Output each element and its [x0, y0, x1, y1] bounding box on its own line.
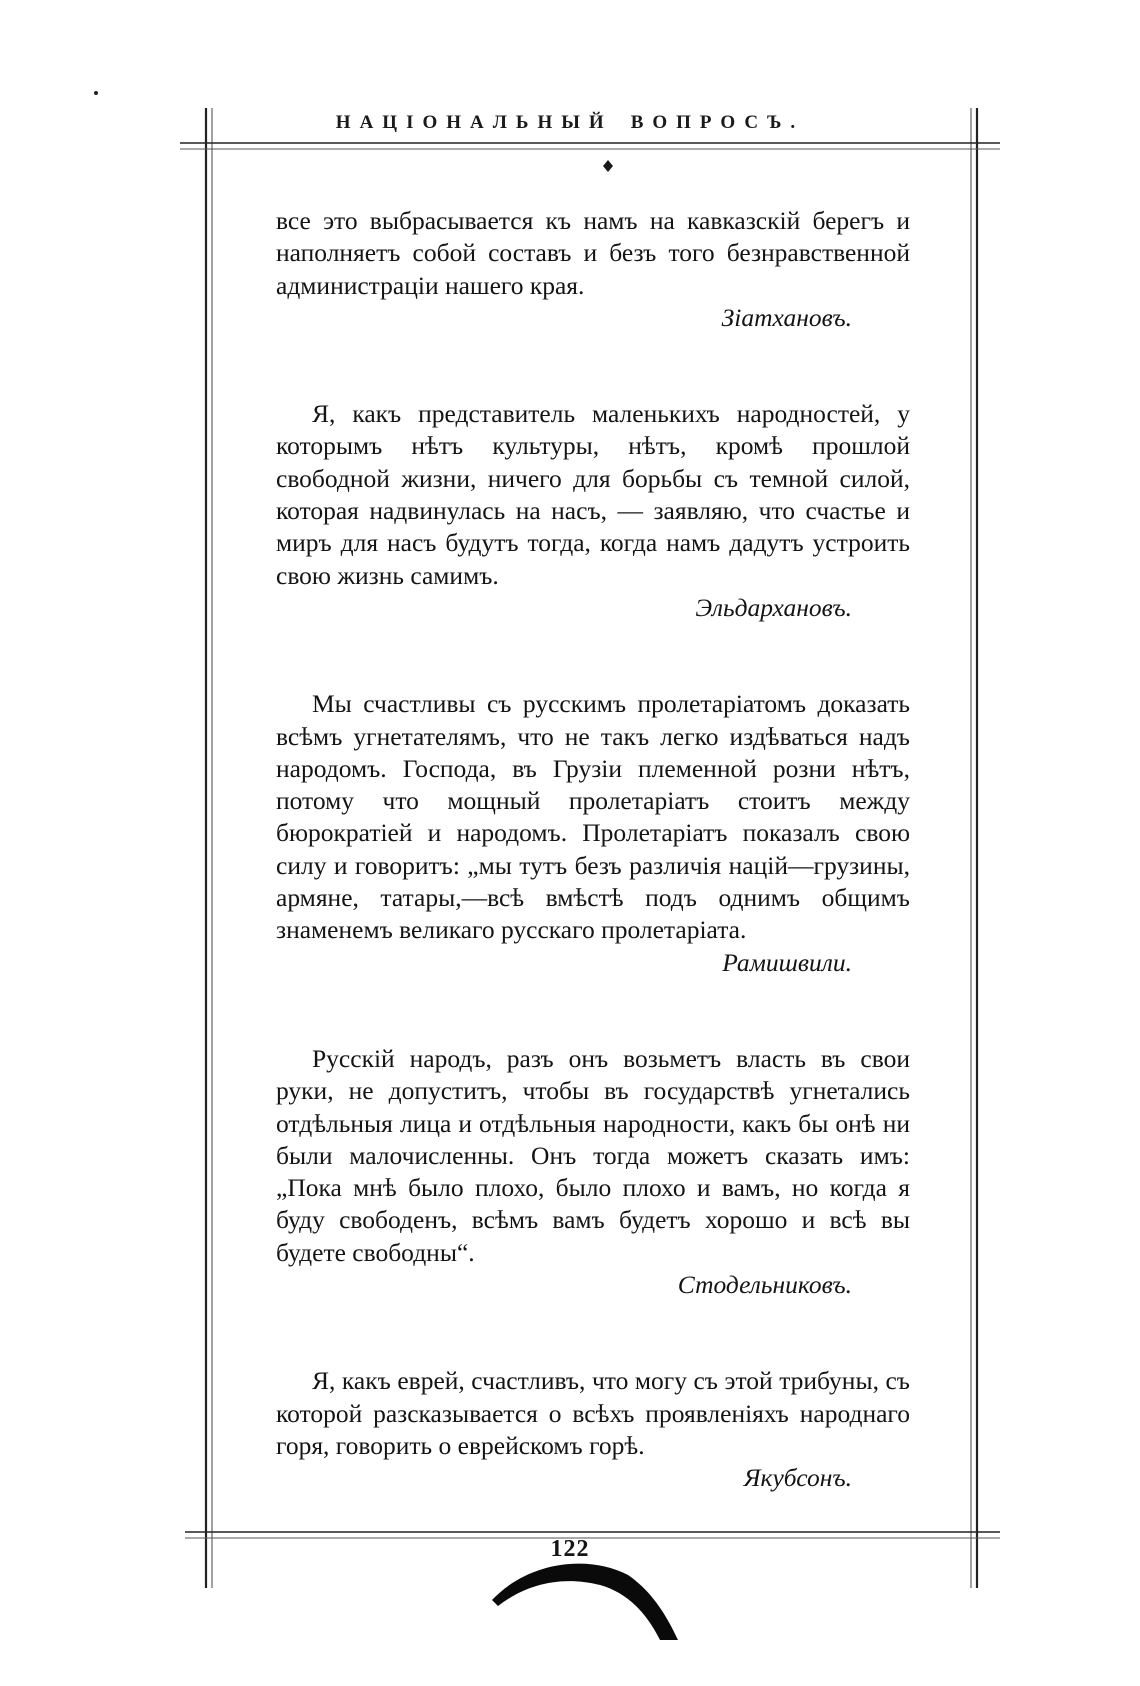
- signature-4: Стодельниковъ.: [677, 1270, 852, 1300]
- paragraph-1: все это выбрасывается къ намъ на кавказскiй берегъ и наполняетъ собой составъ и безъ того безнравственной администрацiи нашего края.: [276, 206, 910, 300]
- signature-2: Эльдархановъ.: [695, 592, 852, 622]
- page-body: [276, 205, 910, 1495]
- paragraph-3: Мы счастливы съ русскимъ пролетарiатомъ доказать всѣмъ угнетателямъ, что не такъ легко издѣваться надъ народомъ. Господа, въ Грузiи племенной розни нѣтъ, потому что мощный пролетарiатъ стоитъ между бюрократiей и народомъ. Пролетарiатъ показалъ свою силу и говоритъ: „мы тутъ безъ различiя нацiй—грузины, армяне, татары,—всѣ вмѣстѣ подъ однимъ общимъ знаменемъ великаго русскаго пролетарiата.: [276, 689, 910, 945]
- header-word-1: НАЦIОНАЛЬНЫЙ: [335, 112, 613, 133]
- stray-mark: [94, 91, 98, 95]
- running-header: [0, 112, 1140, 134]
- paragraph-5: Я, какъ еврей, счастливъ, что могу съ этой трибуны, съ которой разсказывается о всѣхъ проявленiяхъ народнаго горя, говорить о еврейскомъ горѣ.: [276, 1366, 910, 1460]
- header-word-2: ВОПРОСЪ.: [630, 112, 805, 133]
- header-ornament: [603, 160, 613, 172]
- signature-1: Зiатхановъ.: [721, 302, 852, 332]
- paragraph-2: Я, какъ представитель маленькихъ народностей, у которымъ нѣтъ культуры, нѣтъ, кромѣ прошлой свободной жизни, ничего для борьбы съ темной силой, которая надвинулась на насъ, — заявляю, что счастье и миръ для насъ будутъ тогда, когда намъ дадутъ устроить свою жизнь самимъ.: [276, 399, 910, 590]
- page-number: 122: [550, 1536, 590, 1562]
- signature-5: Якубсонъ.: [743, 1463, 852, 1493]
- ink-smudge: [492, 1564, 678, 1640]
- paragraph-4: Русскiй народъ, разъ онъ возьметъ власть въ свои руки, не допуститъ, чтобы въ государствѣ угнетались отдѣльныя лица и отдѣльныя народности, какъ бы онѣ ни были малочисленны. Онъ тогда можетъ сказать имъ: „Пока мнѣ было плохо, было плохо и вамъ, но когда я буду свободенъ, всѣмъ вамъ будетъ хорошо и всѣ вы будете свободны“.: [276, 1043, 910, 1267]
- signature-3: Рамишвили.: [722, 947, 852, 977]
